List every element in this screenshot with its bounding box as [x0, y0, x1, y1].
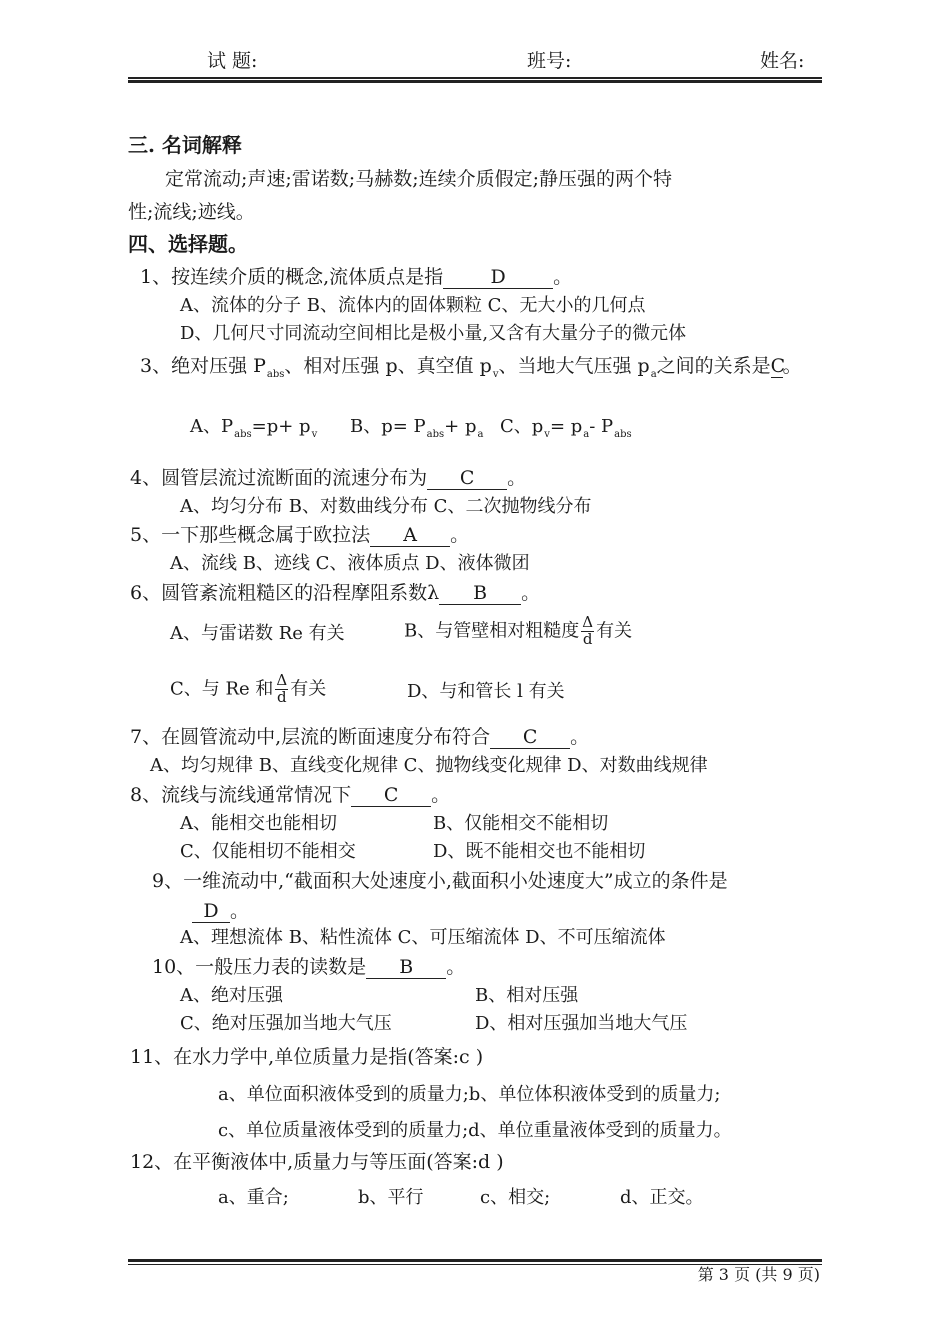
- question-1-text: 1、按连续介质的概念,流体质点是指: [140, 266, 444, 288]
- question-4-answer: C: [427, 469, 507, 490]
- question-1-options-line2: D、几何尺寸同流动空间相比是极小量,又含有大量分子的微元体: [180, 323, 687, 344]
- question-5-options: A、流线 B、迹线 C、液体质点 D、液体微团: [170, 553, 530, 574]
- question-6-option-b: B、与管壁相对粗糙度 $\frac{\Delta}{d}$ 有关: [404, 613, 633, 648]
- footer-rule-thick: [128, 1259, 822, 1262]
- question-6-answer: B: [439, 584, 521, 605]
- section4-heading: 四、选择题。: [128, 232, 248, 256]
- question-8-option-a: A、能相交也能相切: [180, 813, 337, 834]
- page-number: 第 3 页 (共 9 页): [697, 1265, 820, 1284]
- question-11-options-line1: a、单位面积液体受到的质量力;b、单位体积液体受到的质量力;: [218, 1084, 721, 1105]
- question-11-text: 11、在水力学中,单位质量力是指(答案:c ): [130, 1046, 484, 1068]
- question-3-answer: C: [770, 355, 786, 377]
- question-12-text: 12、在平衡液体中,质量力与等压面(答案:d ): [130, 1151, 504, 1173]
- question-10: 10、一般压力表的读数是 B 。: [152, 956, 466, 978]
- question-3-option-a: A、$P_{abs}=p+ p_v$: [190, 416, 318, 440]
- question-1-options-line1: A、流体的分子 B、流体内的固体颗粒 C、无大小的几何点: [180, 295, 646, 316]
- question-12-option-b: b、平行: [358, 1187, 424, 1208]
- relative-roughness-fraction: $\frac{\Delta}{d}$: [582, 613, 594, 648]
- section3-heading: 三. 名词解释: [128, 133, 242, 157]
- question-10-option-c: C、绝对压强加当地大气压: [180, 1013, 392, 1034]
- question-9-answer: D: [192, 902, 230, 923]
- section3-line1: 定常流动;声速;雷诺数;马赫数;连续介质假定;静压强的两个特: [165, 168, 673, 190]
- question-4-options: A、均匀分布 B、对数曲线分布 C、二次抛物线分布: [180, 496, 592, 517]
- question-8: 8、流线与流线通常情况下 C 。: [130, 784, 451, 806]
- question-1-answer: D: [443, 268, 553, 289]
- question-4: 4、圆管层流过流断面的流速分布为 C 。: [130, 467, 527, 489]
- question-7: 7、在圆管流动中,层流的断面速度分布符合 C 。: [130, 726, 590, 748]
- question-10-option-b: B、相对压强: [475, 985, 579, 1006]
- question-12-option-a: a、重合;: [218, 1187, 289, 1208]
- question-8-answer: C: [351, 786, 431, 807]
- question-9-text: 9、一维流动中,“截面积大处速度小,截面积小处速度大”成立的条件是: [152, 870, 728, 892]
- question-9-answer-line: D 。: [192, 902, 249, 923]
- question-1: 1、按连续介质的概念,流体质点是指 D 。: [140, 266, 573, 288]
- question-3: 3、绝对压强 $P_{abs}$、相对压强 p、真空值 $p_v$、当地大气压强 $p_a$之间的关系是C。: [140, 355, 802, 380]
- question-8-option-d: D、既不能相交也不能相切: [433, 841, 646, 862]
- question-10-option-d: D、相对压强加当地大气压: [475, 1013, 688, 1034]
- question-12-option-c: c、相交;: [480, 1187, 551, 1208]
- question-3-option-c: C、$p_v= p_a-$ $P_{abs}$: [500, 416, 632, 440]
- question-5: 5、一下那些概念属于欧拉法 A 。: [130, 524, 470, 546]
- question-8-option-c: C、仅能相切不能相交: [180, 841, 356, 862]
- question-10-answer: B: [366, 958, 446, 979]
- question-5-answer: A: [370, 526, 450, 547]
- question-9-options: A、理想流体 B、粘性流体 C、可压缩流体 D、不可压缩流体: [180, 927, 666, 948]
- relative-roughness-fraction: $\frac{\Delta}{d}$: [276, 671, 288, 706]
- header-class-label: 班号:: [527, 50, 572, 72]
- question-6-option-c: C、与 Re 和 $\frac{\Delta}{d}$ 有关: [170, 671, 327, 706]
- question-7-options: A、均匀规律 B、直线变化规律 C、抛物线变化规律 D、对数曲线规律: [150, 755, 708, 776]
- header-title-label: 试 题:: [207, 50, 258, 72]
- header-rule-thick: [128, 80, 822, 83]
- question-10-option-a: A、绝对压强: [180, 985, 283, 1006]
- question-7-answer: C: [490, 728, 570, 749]
- question-6-option-d: D、与和管长 l 有关: [407, 681, 565, 702]
- header-rule-thin: [128, 77, 822, 79]
- question-6: 6、圆管紊流粗糙区的沿程摩阻系数λ B 。: [130, 582, 541, 604]
- question-3-option-b: B、$p= P_{abs}+ p_a$: [350, 416, 484, 440]
- header-name-label: 姓名:: [760, 50, 805, 72]
- question-6-option-a: A、与雷诺数 Re 有关: [170, 623, 345, 644]
- question-12-option-d: d、正交。: [620, 1187, 704, 1208]
- section3-line2: 性;流线;迹线。: [128, 201, 255, 223]
- question-11-options-line2: c、单位质量液体受到的质量力;d、单位重量液体受到的质量力。: [218, 1120, 732, 1141]
- question-8-option-b: B、仅能相交不能相切: [433, 813, 609, 834]
